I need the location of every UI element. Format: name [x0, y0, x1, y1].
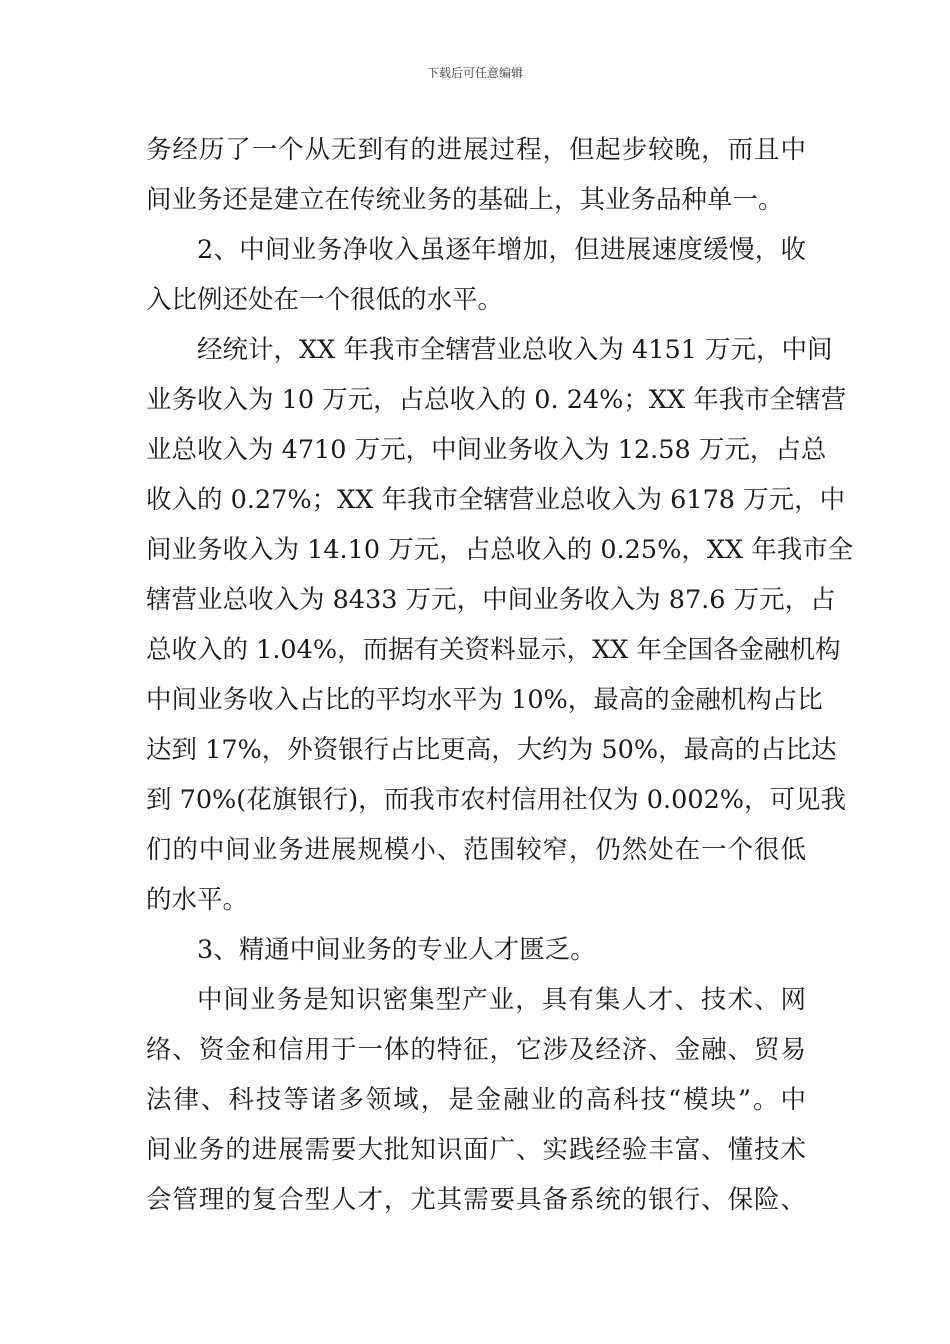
text-line: 间业务的进展需要大批知识面广、实践经验丰富、懂技术: [146, 1135, 806, 1165]
text-line: 络、资金和信用于一体的特征，它涉及经济、金融、贸易: [146, 1035, 806, 1065]
text-line: 总收入的 1.04%，而据有关资料显示，XX 年全国各金融机构: [146, 635, 841, 665]
text-line: 会管理的复合型人才，尤其需要具备系统的银行、保险、: [146, 1185, 806, 1215]
text-line: 辖营业总收入为 8433 万元，中间业务收入为 87.6 万元，占: [146, 585, 836, 615]
page-header-note: 下载后可任意编辑: [426, 66, 523, 80]
text-line: 经统计，XX 年我市全辖营业总收入为 4151 万元，中间: [197, 335, 833, 365]
text-line: 间业务收入为 14.10 万元，占总收入的 0.25%，XX 年我市全: [146, 535, 854, 565]
text-line: 2、中间业务净收入虽逐年增加，但进展速度缓慢，收: [197, 235, 806, 265]
text-line: 中间业务收入占比的平均水平为 10%，最高的金融机构占比: [146, 685, 823, 715]
text-line: 业务收入为 10 万元，占总收入的 0. 24%；XX 年我市全辖营: [146, 385, 847, 415]
text-line: 的水平。: [146, 885, 249, 915]
text-line: 达到 17%，外资银行占比更高，大约为 50%，最高的占比达: [146, 735, 837, 765]
text-line: 入比例还处在一个很低的水平。: [146, 285, 504, 315]
document-body: [146, 125, 854, 1225]
text-line: 中间业务是知识密集型产业，具有集人才、技术、网: [197, 985, 806, 1015]
text-line: 们的中间业务进展规模小、范围较窄，仍然处在一个很低: [146, 835, 806, 865]
text-line: 间业务还是建立在传统业务的基础上，其业务品种单一。: [146, 185, 784, 215]
text-line: 到 70%(花旗银行)，而我市农村信用社仅为 0.002%，可见我: [146, 785, 847, 815]
text-line: 3、精通中间业务的专业人才匮乏。: [197, 935, 596, 965]
text-line: 务经历了一个从无到有的进展过程，但起步较晚，而且中: [146, 135, 806, 165]
text-line: 业总收入为 4710 万元，中间业务收入为 12.58 万元，占总: [146, 435, 827, 465]
text-line: 法律、科技等诸多领域，是金融业的高科技“模块”。中: [146, 1085, 806, 1115]
text-line: 收入的 0.27%；XX 年我市全辖营业总收入为 6178 万元，中: [146, 485, 846, 515]
